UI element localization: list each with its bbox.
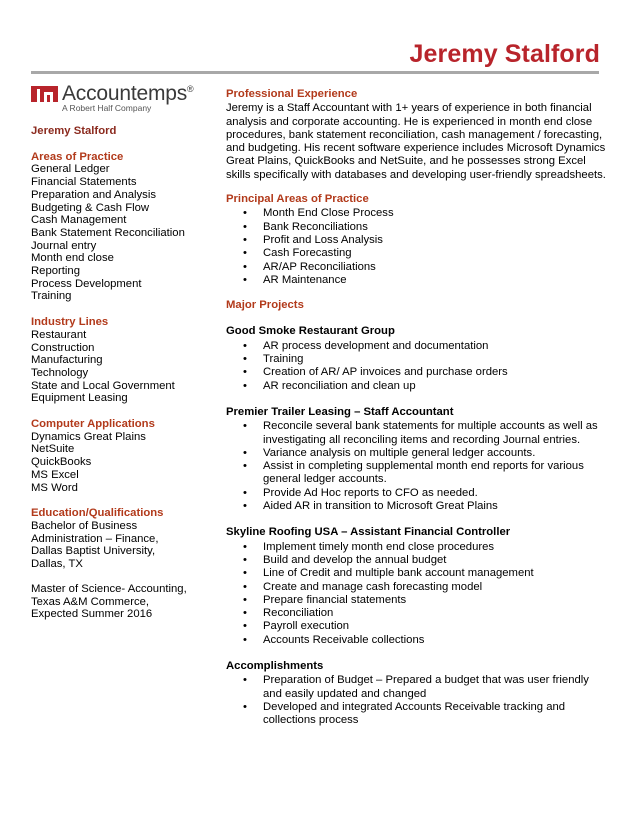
list-item: MS Excel	[31, 468, 79, 481]
list-item: • Reconciliation	[226, 607, 606, 620]
list-item: • Variance analysis on multiple general ledger accounts.	[226, 447, 606, 460]
job-duties-list	[226, 420, 606, 513]
candidate-name-heading: Jeremy Stalford	[409, 40, 600, 68]
accomplishments-list	[226, 674, 606, 727]
industry-heading: Industry Lines	[31, 316, 109, 329]
list-item: Bachelor of Business	[31, 519, 138, 532]
list-item: Bank Statement Reconciliation	[31, 226, 185, 239]
list-item: • Month End Close Process	[226, 207, 606, 220]
list-item: • Bank Reconciliations	[226, 221, 606, 234]
accountemps-logo	[31, 82, 201, 116]
list-item: Administration – Finance,	[31, 532, 159, 545]
list-item: Process Development	[31, 277, 142, 290]
sidebar-name: Jeremy Stalford	[31, 125, 117, 137]
main-content	[226, 88, 606, 727]
major-projects-heading: Major Projects	[226, 299, 304, 312]
list-item: • Implement timely month end close procedures	[226, 541, 606, 554]
areas-heading: Areas of Practice	[31, 150, 124, 163]
sidebar	[31, 125, 221, 621]
list-item: • Preparation of Budget – Prepared a budget that was user friendly and easily updated and changed	[226, 674, 606, 701]
list-item: Texas A&M Commerce,	[31, 595, 150, 608]
list-item: State and Local Government	[31, 379, 175, 392]
list-item: Budgeting & Cash Flow	[31, 201, 150, 214]
list-item: • AR/AP Reconciliations	[226, 261, 606, 274]
logo-subtitle: A Robert Half Company	[62, 103, 152, 113]
list-item: • AR process development and documentation	[226, 340, 606, 353]
job-title: Premier Trailer Leasing – Staff Accountant	[226, 405, 454, 418]
industry-list	[31, 329, 221, 405]
list-item: • Line of Credit and multiple bank account management	[226, 567, 606, 580]
list-item: Reporting	[31, 265, 80, 278]
list-item: • Creation of AR/ AP invoices and purchase orders	[226, 366, 606, 379]
list-item: General Ledger	[31, 163, 110, 176]
computer-list	[31, 431, 221, 495]
accomplishments-heading: Accomplishments	[226, 659, 324, 672]
job-duties-list	[226, 541, 606, 647]
education-list	[31, 520, 221, 621]
list-item: MS Word	[31, 481, 78, 494]
list-item: Financial Statements	[31, 176, 137, 189]
list-item: • Prepare financial statements	[226, 594, 606, 607]
list-item: • Training	[226, 353, 606, 366]
list-item: • Profit and Loss Analysis	[226, 234, 606, 247]
list-item: Manufacturing	[31, 354, 103, 367]
areas-list	[31, 163, 221, 303]
list-item: • Payroll execution	[226, 620, 606, 633]
list-item: • AR Maintenance	[226, 274, 606, 287]
list-item: Construction	[31, 341, 95, 354]
list-item: • Provide Ad Hoc reports to CFO as needed.	[226, 487, 606, 500]
list-item: Dallas Baptist University,	[31, 545, 156, 558]
list-item: Expected Summer 2016	[31, 608, 153, 621]
list-item: Restaurant	[31, 328, 87, 341]
logo-wordmark: Accountemps®	[62, 82, 194, 105]
job-title: Skyline Roofing USA – Assistant Financial Controller	[226, 526, 511, 539]
professional-experience-heading: Professional Experience	[226, 88, 358, 100]
list-item: Equipment Leasing	[31, 392, 128, 405]
logo-mark-icon	[31, 86, 58, 102]
list-item: Master of Science- Accounting,	[31, 582, 187, 595]
list-item: • Accounts Receivable collections	[226, 634, 606, 647]
list-item: • Developed and integrated Accounts Receivable tracking and collections process	[226, 701, 606, 728]
principal-areas-heading: Principal Areas of Practice	[226, 193, 369, 206]
header-divider	[31, 71, 599, 74]
list-item: • Build and develop the annual budget	[226, 554, 606, 567]
list-item: Dallas, TX	[31, 558, 83, 571]
computer-heading: Computer Applications	[31, 418, 155, 431]
list-item: Journal entry	[31, 239, 97, 252]
job-title: Good Smoke Restaurant Group	[226, 325, 395, 338]
principal-areas-list	[226, 207, 606, 287]
list-item: • Assist in completing supplemental month end reports for various general ledger accounts.	[226, 460, 606, 487]
professional-summary: Jeremy is a Staff Accountant with 1+ years of experience in both financial analysis and corporate accounting. He is experienced in month end close procedures, bank statement reconciliation, cash management / forecasting, and budgeting. His recent software experience includes Microsoft Dynamics Great Plains, QuickBooks and NetSuite, and he possesses strong Excel skills specifically with databases and developing user-friendly spreadsheets.	[226, 102, 606, 181]
list-item: • Cash Forecasting	[226, 247, 606, 260]
list-item: Cash Management	[31, 214, 127, 227]
list-item: Technology	[31, 366, 89, 379]
list-item: • Reconcile several bank statements for multiple accounts as well as investigating all reconciling items and recording Journal entries.	[226, 420, 606, 447]
list-item: • Aided AR in transition to Microsoft Great Plains	[226, 500, 606, 513]
list-item: Dynamics Great Plains	[31, 430, 146, 443]
list-item: NetSuite	[31, 443, 75, 456]
list-item: Preparation and Analysis	[31, 188, 156, 201]
list-item: QuickBooks	[31, 456, 92, 469]
list-item: Training	[31, 290, 72, 303]
list-item: • AR reconciliation and clean up	[226, 380, 606, 393]
list-item: Month end close	[31, 252, 114, 265]
list-item: • Create and manage cash forecasting model	[226, 581, 606, 594]
education-heading: Education/Qualifications	[31, 507, 164, 520]
job-duties-list	[226, 340, 606, 393]
